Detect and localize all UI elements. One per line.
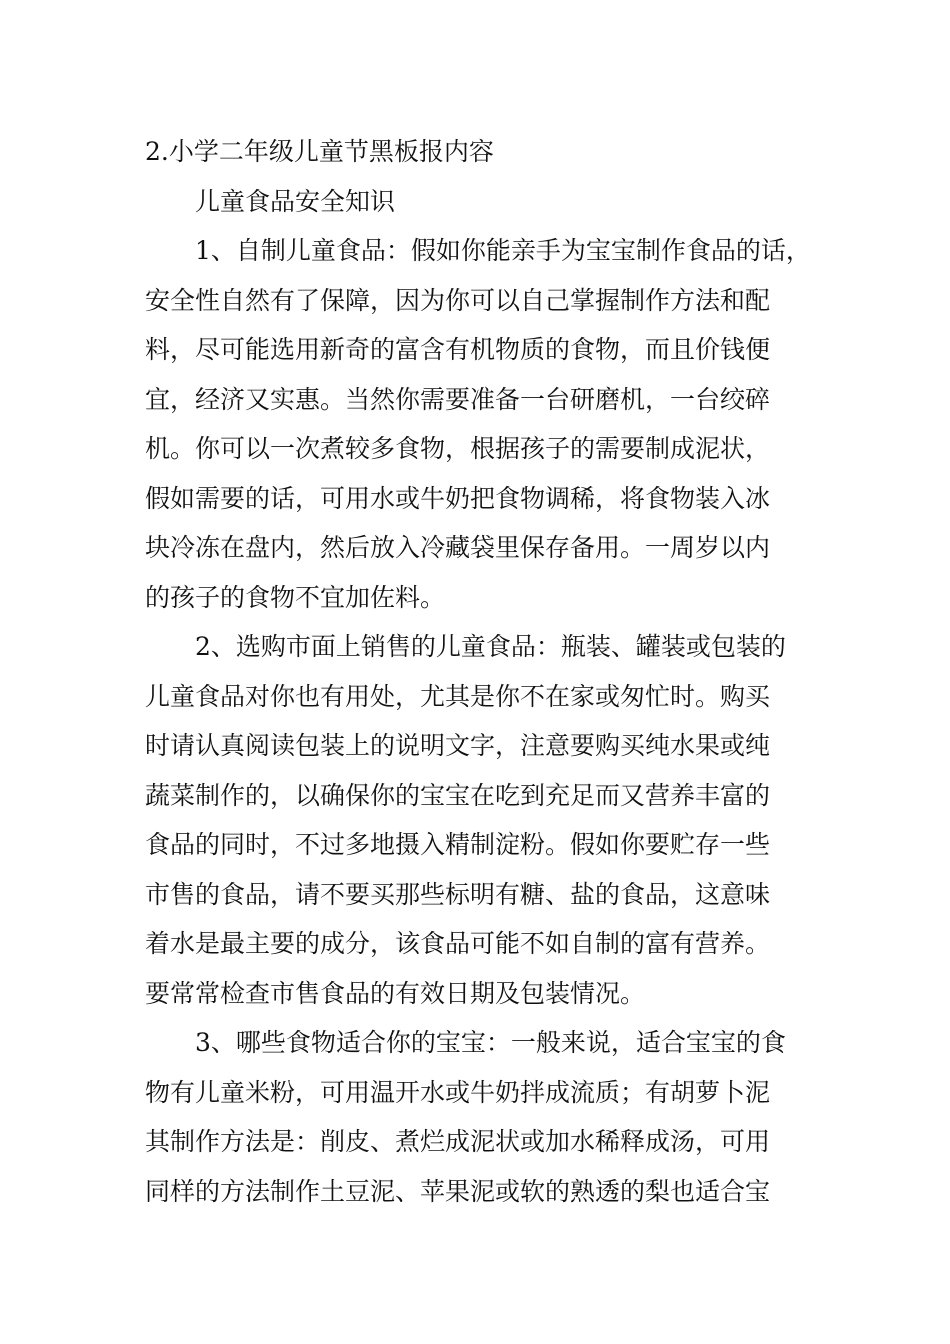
paragraph-line: 时请认真阅读包装上的说明文字，注意要购买纯水果或纯 bbox=[145, 731, 771, 760]
paragraph-line: 物有儿童米粉，可用温开水或牛奶拌成流质；有胡萝卜泥 bbox=[145, 1077, 771, 1107]
document-subtitle: 儿童食品安全知识 bbox=[195, 186, 396, 216]
paragraph-line: 其制作方法是：削皮、煮烂成泥状或加水稀释成汤，可用 bbox=[145, 1127, 771, 1156]
paragraph-line: 3、哪些食物适合你的宝宝：一般来说，适合宝宝的食 bbox=[195, 1028, 786, 1057]
paragraph-store-bought-food bbox=[145, 622, 807, 1018]
paragraph-line: 同样的方法制作土豆泥、苹果泥或软的熟透的梨也适合宝 bbox=[145, 1176, 771, 1206]
paragraph-line: 要常常检查市售食品的有效日期及包装情况。 bbox=[145, 978, 646, 1008]
paragraph-line: 的孩子的食物不宜加佐料。 bbox=[145, 582, 446, 612]
paragraph-line: 蔬菜制作的，以确保你的宝宝在吃到充足而又营养丰富的 bbox=[145, 780, 771, 810]
paragraph-line: 市售的食品，请不要买那些标明有糖、盐的食品，这意味 bbox=[145, 879, 771, 909]
paragraph-line: 机。你可以一次煮较多食物，根据孩子的需要制成泥状， bbox=[145, 434, 771, 463]
document-body bbox=[145, 127, 811, 1216]
paragraph-line: 着水是最主要的成分，该食品可能不如自制的富有营养。 bbox=[145, 929, 771, 958]
paragraph-homemade-food bbox=[145, 226, 811, 622]
paragraph-line: 2、选购市面上销售的儿童食品：瓶装、罐装或包装的 bbox=[195, 632, 786, 661]
paragraph-line: 食品的同时，不过多地摄入精制淀粉。假如你要贮存一些 bbox=[145, 830, 771, 859]
paragraph-line: 宜，经济又实惠。当然你需要准备一台研磨机，一台绞碎 bbox=[145, 384, 771, 414]
paragraph-line: 块冷冻在盘内，然后放入冷藏袋里保存备用。一周岁以内 bbox=[145, 533, 771, 562]
paragraph-line: 料，尽可能选用新奇的富含有机物质的食物，而且价钱便 bbox=[145, 335, 771, 364]
paragraph-line: 安全性自然有了保障，因为你可以自己掌握制作方法和配 bbox=[145, 285, 771, 315]
paragraph-suitable-foods bbox=[145, 1018, 807, 1216]
paragraph-line: 假如需要的话，可用水或牛奶把食物调稀，将食物装入冰 bbox=[145, 483, 771, 513]
paragraph-line: 1、自制儿童食品：假如你能亲手为宝宝制作食品的话， bbox=[195, 236, 811, 265]
section-heading: 2.小学二年级儿童节黑板报内容 bbox=[145, 137, 494, 166]
paragraph-line: 儿童食品对你也有用处，尤其是你不在家或匆忙时。购买 bbox=[145, 681, 771, 711]
